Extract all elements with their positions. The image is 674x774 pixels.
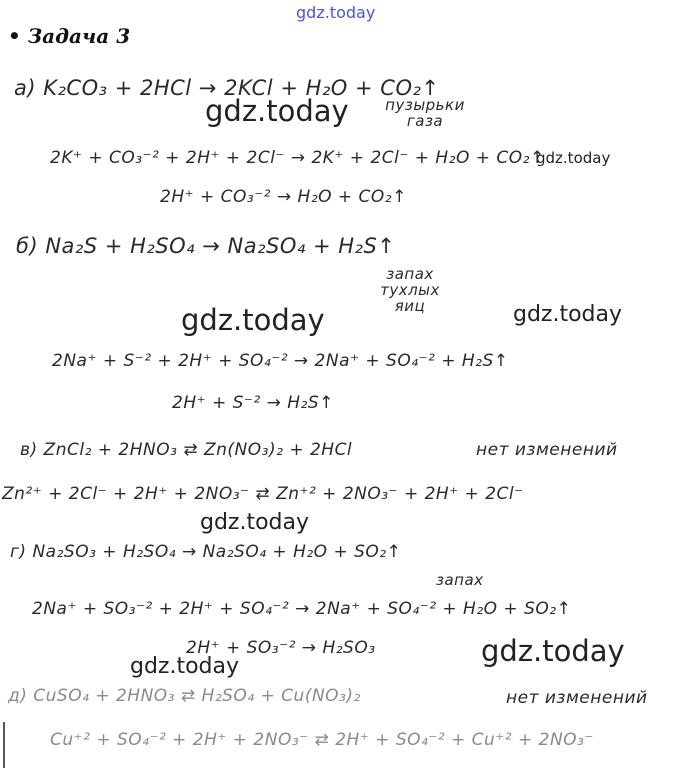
part-d-ionic-equation: Cu⁺² + SO₄⁻² + 2H⁺ + 2NO₃⁻ ⇄ 2H⁺ + SO₄⁻² + Cu⁺² + 2NO₃⁻ <box>50 730 594 750</box>
part-b-molecular-equation: б) Na₂S + H₂SO₄ → Na₂SO₄ + H₂S↑ <box>16 234 396 258</box>
part-b-short-ionic-equation: 2H⁺ + S⁻² → H₂S↑ <box>172 393 334 413</box>
page-title: • Задача 3 <box>8 24 131 48</box>
watermark: gdz.today <box>481 634 625 668</box>
watermark: gdz.today <box>536 149 611 167</box>
part-a-molecular-equation: а) K₂CO₃ + 2HCl → 2KCl + H₂O + CO₂↑ <box>14 76 440 100</box>
part-b-observation-note: запах тухлых яиц <box>380 265 440 315</box>
part-g-short-ionic-equation: 2H⁺ + SO₃⁻² → H₂SO₃ <box>186 638 376 658</box>
part-v-ionic-equation: Zn²⁺ + 2Cl⁻ + 2H⁺ + 2NO₃⁻ ⇄ Zn⁺² + 2NO₃⁻ + 2H⁺ + 2Cl⁻ <box>2 484 524 504</box>
watermark: gdz.today <box>513 302 623 327</box>
watermark: gdz.today <box>205 94 349 128</box>
part-g-molecular-equation: г) Na₂SO₃ + H₂SO₄ → Na₂SO₄ + H₂O + SO₂↑ <box>10 542 402 562</box>
part-v-note: нет изменений <box>476 440 618 460</box>
part-b-full-ionic-equation: 2Na⁺ + S⁻² + 2H⁺ + SO₄⁻² → 2Na⁺ + SO₄⁻² + H₂S↑ <box>52 351 509 371</box>
watermark: gdz.today <box>181 303 325 337</box>
part-a-observation-note: пузырьки газа <box>385 96 465 130</box>
watermark: gdz.today <box>200 510 310 535</box>
part-g-observation-note: запах <box>436 571 484 589</box>
watermark-top: gdz.today <box>296 3 376 22</box>
watermark: gdz.today <box>130 654 240 679</box>
margin-line <box>3 722 5 768</box>
part-d-molecular-equation: д) CuSO₄ + 2HNO₃ ⇄ H₂SO₄ + Cu(NO₃)₂ <box>8 686 361 706</box>
part-a-short-ionic-equation: 2H⁺ + CO₃⁻² → H₂O + CO₂↑ <box>160 187 407 207</box>
part-d-note: нет изменений <box>506 688 648 708</box>
part-g-full-ionic-equation: 2Na⁺ + SO₃⁻² + 2H⁺ + SO₄⁻² → 2Na⁺ + SO₄⁻² + H₂O + SO₂↑ <box>32 599 572 619</box>
part-v-molecular-equation: в) ZnCl₂ + 2HNO₃ ⇄ Zn(NO₃)₂ + 2HCl <box>20 440 353 460</box>
part-a-full-ionic-equation: 2K⁺ + CO₃⁻² + 2H⁺ + 2Cl⁻ → 2K⁺ + 2Cl⁻ + H₂O + CO₂↑ <box>50 148 545 168</box>
